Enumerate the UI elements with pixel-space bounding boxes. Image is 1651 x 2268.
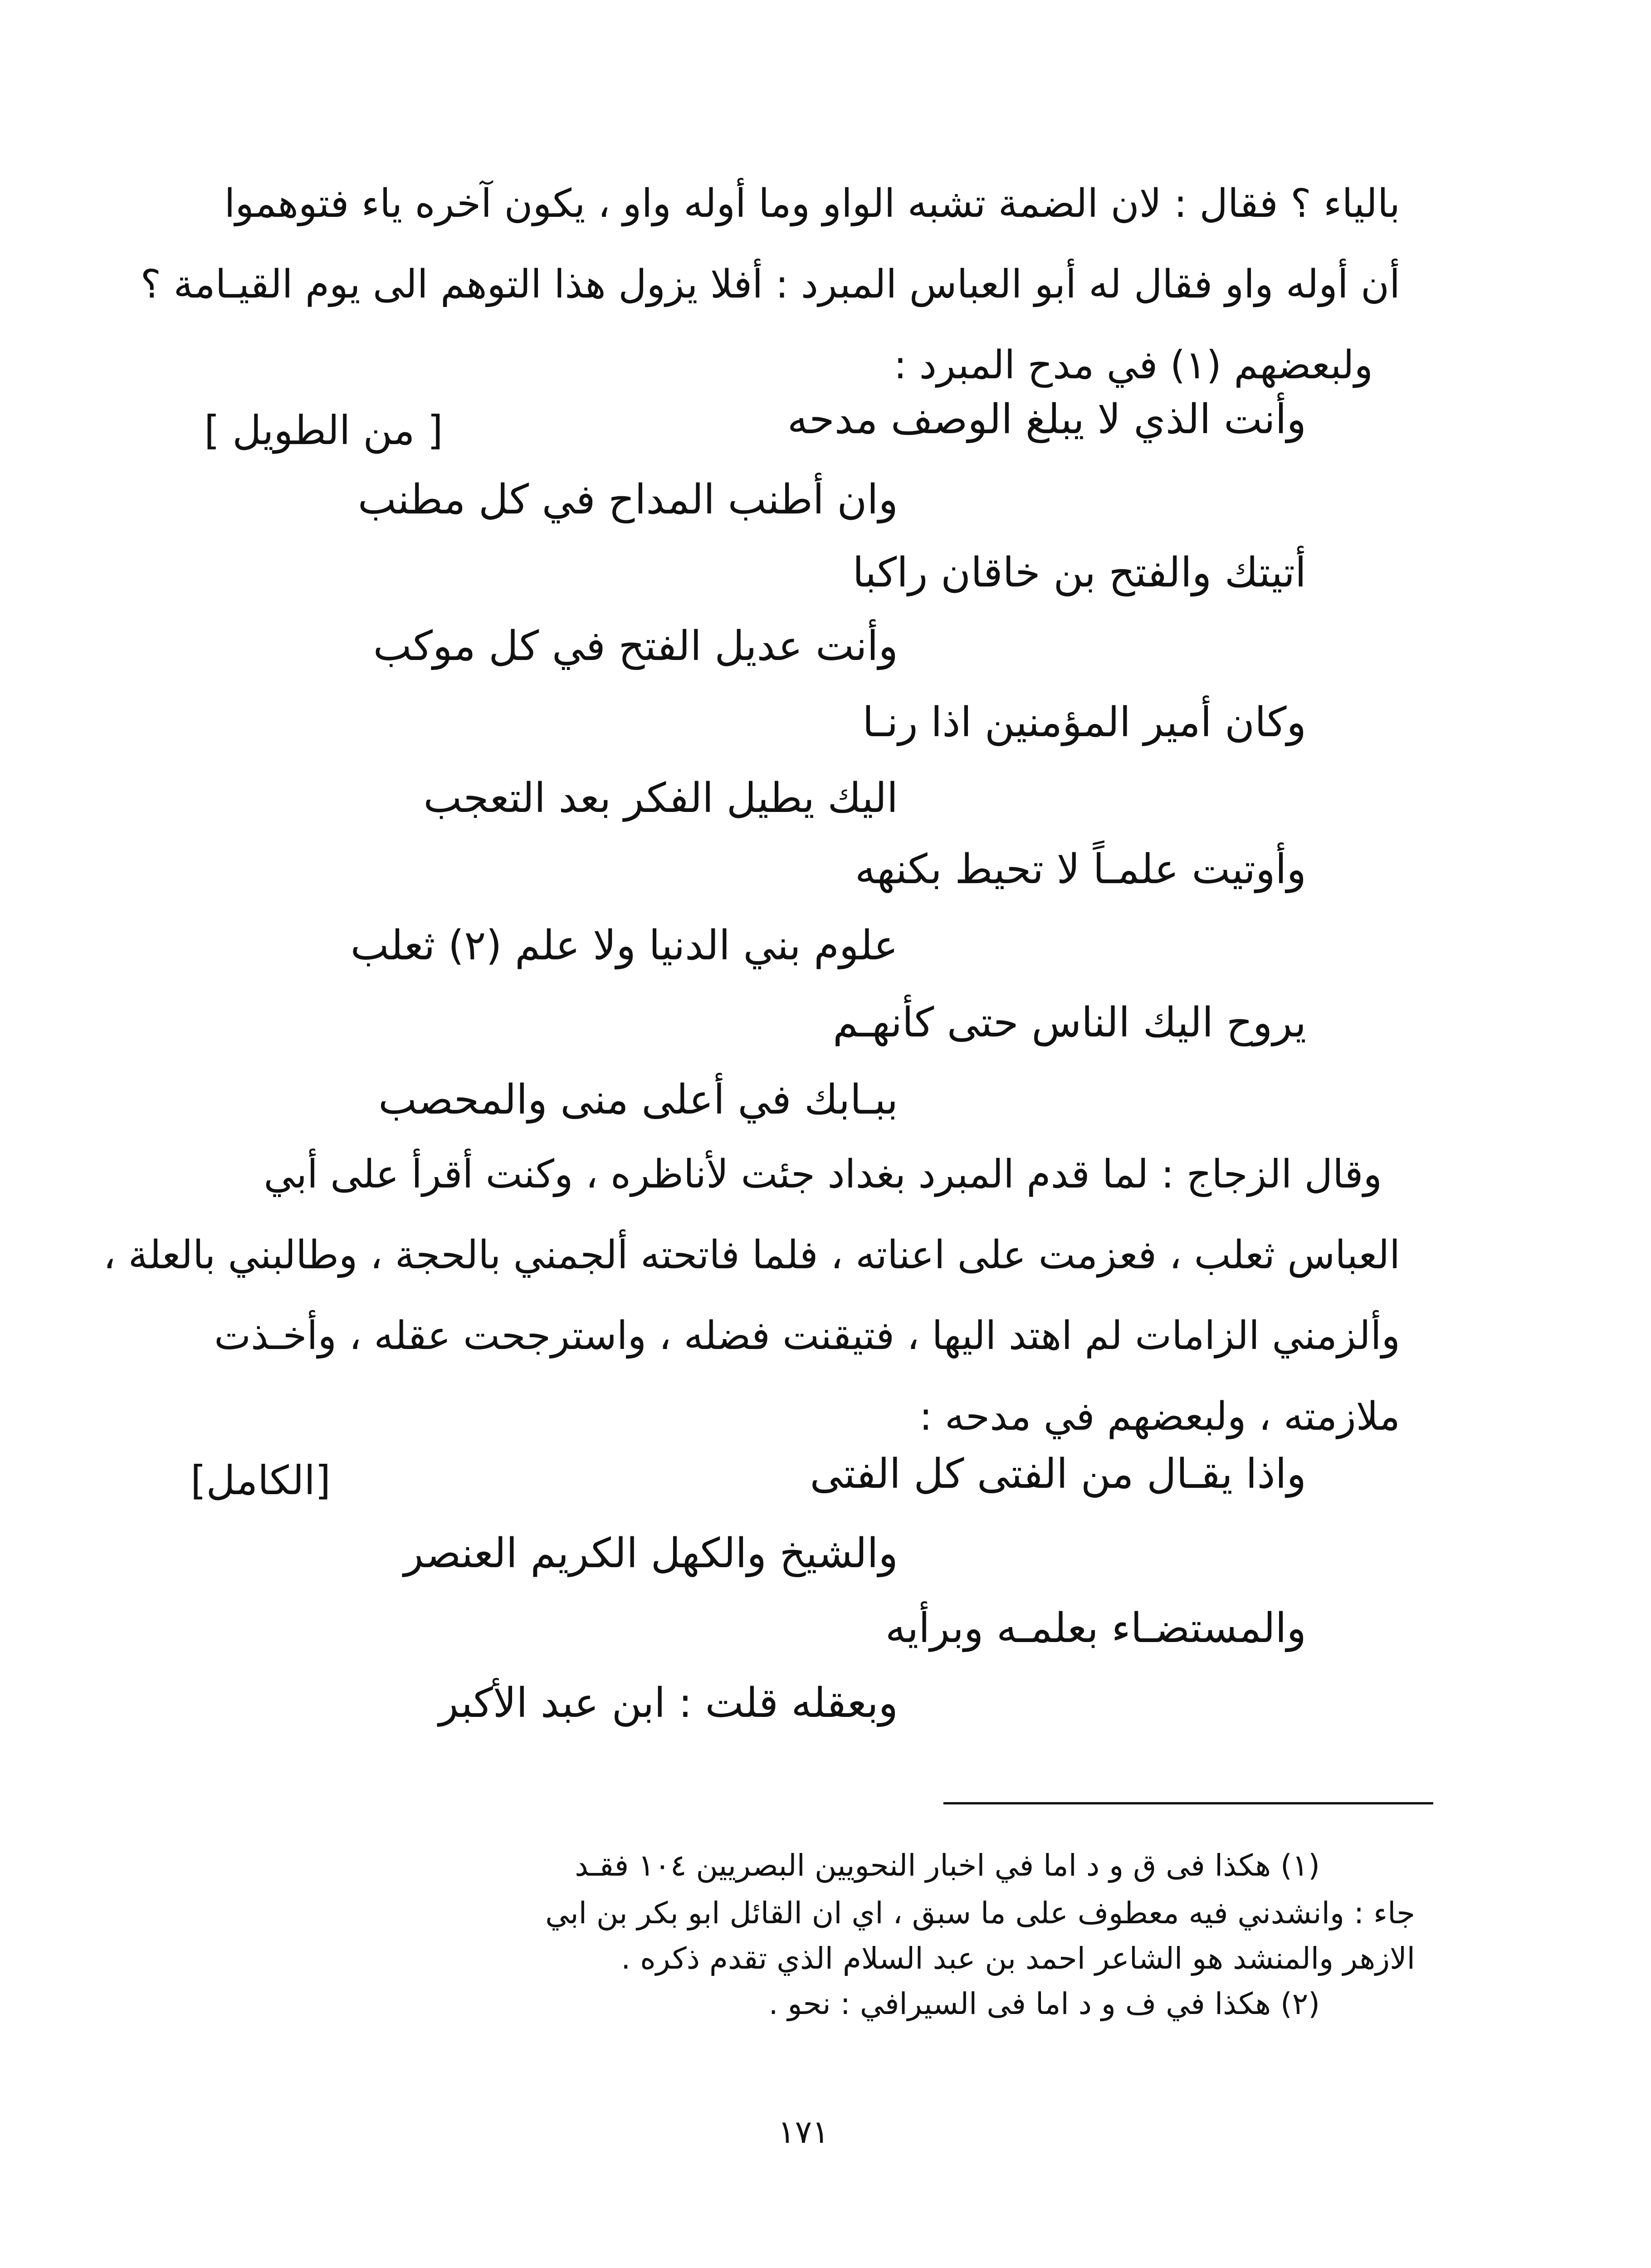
footnote-line: جاء : وانشدني فيه معطوف على ما سبق ، اي ان القائل ابو بكر بن ابي xyxy=(545,1896,1415,1931)
prose-line: بالياء ؟ فقال : لان الضمة تشبه الواو وما أوله واو ، يكون آخره ياء فتوهموا xyxy=(224,181,1400,226)
intro-paragraph xyxy=(140,163,1400,406)
verse-line: وان أطنب المداح في كل مطنب xyxy=(357,476,898,523)
footnote-line: (١) هكذا فى ق و د اما في اخبار النحويين البصريين ١٠٤ فقـد xyxy=(575,1848,1320,1883)
zajjaj-paragraph xyxy=(103,1134,1400,1457)
verse-line: أتيتك والفتح بن خاقان راكبا xyxy=(852,549,1306,596)
prose-line: وألزمني الزامات لم اهتد اليها ، فتيقنت فضله ، واسترجحت عقله ، وأخـذت xyxy=(214,1313,1400,1359)
prose-line: ولبعضهم (١) في مدح المبرد : xyxy=(894,342,1373,388)
verse-line: والشيخ والكهل الكريم العنصر xyxy=(404,1530,898,1577)
footnote-line: (٢) هكذا في ف و د اما فى السيرافي : نحو . xyxy=(768,1986,1320,2021)
prose-line: وقال الزجاج : لما قدم المبرد بغداد جئت لأناظره ، وكنت أقرأ على أبي xyxy=(264,1152,1382,1197)
verse-line: وأنت عديل الفتح في كل موكب xyxy=(373,622,898,670)
verse-line: وكان أمير المؤمنين اذا رنـا xyxy=(862,699,1306,746)
verse-line: والمستضـاء بعلمـه وبرأيه xyxy=(885,1604,1306,1652)
verse-line: وأوتيت علمـاً لا تحيط بكنهه xyxy=(855,846,1306,893)
prose-line: ملازمته ، ولبعضهم في مدحه : xyxy=(919,1394,1400,1439)
verse-line: وأنت الذي لا يبلغ الوصف مدحه xyxy=(787,396,1306,443)
meter-label-kamil: [الكامل] xyxy=(190,1457,331,1504)
page-number: ١٧١ xyxy=(778,2113,829,2151)
verse-line: اليك يطيل الفكر بعد التعجب xyxy=(423,774,898,822)
verse-line: وبعقله قلت : ابن عبد الأكبر xyxy=(439,1679,898,1727)
meter-label-tawil: [ من الطويل ] xyxy=(204,407,443,454)
verse-line: واذا يقـال من الفتى كل الفتى xyxy=(810,1450,1306,1498)
prose-line: العباس ثعلب ، فعزمت على اعناته ، فلما فاتحته ألجمني بالحجة ، وطالبني بالعلة ، xyxy=(103,1232,1400,1278)
verse-line: علوم بني الدنيا ولا علم (٢) ثعلب xyxy=(350,922,898,969)
verse-line: ببـابك في أعلى منى والمحصب xyxy=(378,1076,898,1124)
verse-line: يروح اليك الناس حتى كأنهـم xyxy=(833,999,1306,1046)
footnote-line: الازهر والمنشد هو الشاعر احمد بن عبد السلام الذي تقدم ذكره . xyxy=(621,1941,1415,1976)
prose-line: أن أوله واو فقال له أبو العباس المبرد : أفلا يزول هذا التوهم الى يوم القيـامة ؟ xyxy=(140,262,1400,307)
footnote-divider xyxy=(943,1802,1433,1804)
